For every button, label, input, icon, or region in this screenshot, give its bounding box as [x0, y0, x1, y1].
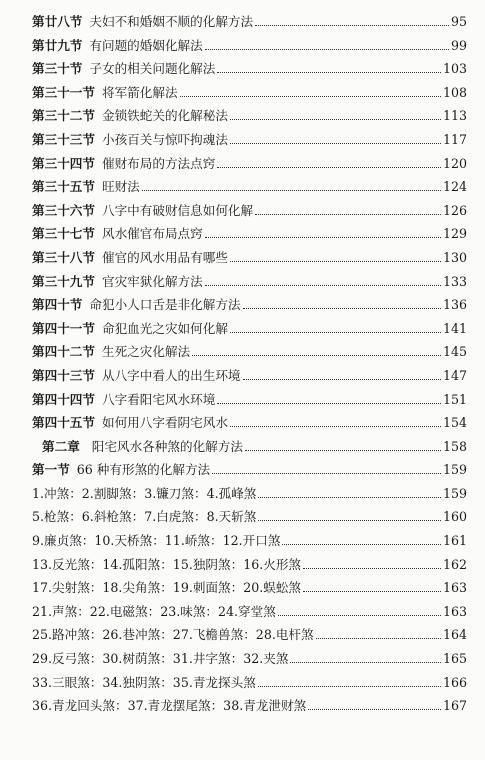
dot-leader: [255, 214, 441, 215]
toc-section-entry: [32, 128, 467, 152]
item-list: 1.冲煞：2.割脚煞：3.镰刀煞：4.孤峰煞: [32, 485, 257, 501]
section-number: 第一节: [32, 462, 70, 478]
section-number: 第三十七节: [32, 226, 95, 242]
dot-leader: [180, 96, 441, 97]
toc-section-entry: [32, 340, 467, 364]
page-number: 162: [442, 556, 467, 572]
section-number: 第三十九节: [32, 273, 95, 289]
page-number: 113: [442, 108, 467, 124]
page-number: 95: [450, 14, 467, 29]
dot-leader: [303, 591, 441, 592]
toc-chapter-entry: [32, 435, 467, 459]
toc-entry-label: [32, 600, 276, 624]
toc-entry-label: [32, 647, 288, 671]
page-number: 133: [442, 273, 467, 289]
section-number: 第廿九节: [32, 37, 83, 53]
toc-entry-label: [32, 364, 241, 388]
toc-entry-label: [32, 671, 256, 695]
page-number: 120: [442, 155, 467, 171]
toc-entry-label: [32, 317, 228, 341]
toc-item-entry: [32, 505, 467, 529]
section-number: 第三十四节: [32, 155, 95, 171]
section-number: 第四十五节: [32, 415, 95, 431]
section-title: 八字看阳宅风水环境: [101, 391, 216, 407]
dot-leader: [243, 379, 441, 380]
toc-section-entry: [32, 270, 467, 294]
toc-section-entry: [32, 57, 467, 81]
page-number: 126: [442, 202, 467, 218]
page-number: 136: [442, 297, 467, 313]
toc-entry-label: [32, 10, 253, 34]
section-number: 第四十四节: [32, 391, 95, 407]
dot-leader: [205, 49, 449, 50]
item-list: 21.声煞：22.电磁煞：23.味煞：24.穿堂煞: [32, 603, 276, 619]
item-list: 29.反弓煞：30.树荫煞：31.井字煞：32.夹煞: [32, 651, 289, 667]
dot-leader: [308, 709, 441, 710]
toc-entry-label: [32, 388, 215, 412]
section-title: 官灾牢狱化解方法: [101, 273, 203, 289]
dot-leader: [217, 72, 441, 73]
toc-entry-label: [32, 576, 301, 600]
section-number: 第三十二节: [32, 108, 95, 124]
dot-leader: [230, 143, 441, 144]
dot-leader: [205, 237, 441, 238]
section-number: 第三十节: [32, 61, 83, 77]
dot-leader: [212, 473, 441, 474]
section-title: 将军箭化解法: [101, 84, 178, 100]
dot-leader: [192, 355, 441, 356]
page-number: 108: [442, 84, 467, 100]
chapter-number: 第二章: [42, 438, 80, 454]
toc-item-entry: [32, 623, 467, 647]
section-title: 生死之灾化解法: [101, 344, 191, 360]
toc-entry-label: [32, 293, 241, 317]
dot-leader: [258, 497, 441, 498]
toc-item-entry: [32, 600, 467, 624]
section-title: 从八字中看人的出生环境: [101, 367, 241, 383]
toc-section-entry: [32, 364, 467, 388]
page-number: 161: [442, 533, 467, 549]
page-number: 124: [442, 179, 467, 195]
section-title: 命犯小人口舌是非化解方法: [89, 297, 241, 313]
section-title: 夫妇不和婚姻不顺的化解方法: [89, 14, 254, 29]
page-number: 164: [442, 627, 467, 643]
toc-item-entry: [32, 576, 467, 600]
toc-section-entry: [32, 175, 467, 199]
toc-section-entry: [32, 458, 467, 482]
section-title: 小孩百关与惊吓拘魂法: [101, 131, 228, 147]
toc-entry-label: [32, 694, 306, 718]
dot-leader: [258, 686, 441, 687]
toc-item-entry: [32, 553, 467, 577]
page-number: 103: [442, 61, 467, 77]
dot-leader: [142, 190, 441, 191]
section-number: 第三十五节: [32, 179, 95, 195]
page-number: 145: [442, 344, 467, 360]
page-number: 141: [442, 320, 467, 336]
section-number: 第三十六节: [32, 202, 95, 218]
toc-entry-label: [32, 57, 215, 81]
toc-section-entry: [32, 222, 467, 246]
toc-section-entry: [32, 81, 467, 105]
section-number: 第四十三节: [32, 367, 95, 383]
toc-section-entry: [32, 411, 467, 435]
section-number: 第三十一节: [32, 84, 95, 100]
page-number: 163: [442, 603, 467, 619]
page-number: 130: [442, 249, 467, 265]
toc-entry-label: [32, 222, 203, 246]
chapter-title: 阳宅风水各种煞的化解方法: [91, 438, 243, 454]
section-title: 子女的相关问题化解法: [89, 61, 216, 77]
section-number: 第四十节: [32, 297, 83, 313]
toc-item-entry: [32, 482, 467, 506]
toc-entry-label: [32, 104, 228, 128]
toc-entry-label: [32, 199, 253, 223]
dot-leader: [217, 403, 441, 404]
toc-entry-label: [32, 411, 228, 435]
toc-entry-label: [32, 529, 280, 553]
page-number: 129: [442, 226, 467, 242]
section-number: 第四十一节: [32, 320, 95, 336]
toc-section-entry: [32, 10, 467, 34]
toc-entry-label: [32, 482, 256, 506]
toc-entry-label: [32, 340, 190, 364]
item-list: 5.枪煞：6.斜枪煞：7.白虎煞：8.天斩煞: [32, 509, 257, 525]
toc-entry-label: [32, 553, 301, 577]
dot-leader: [230, 261, 441, 262]
item-list: 17.尖射煞：18.尖角煞：19.刺面煞：20.蜈蚣煞: [32, 580, 302, 596]
dot-leader: [245, 450, 441, 451]
section-title: 命犯血光之灾如何化解: [101, 320, 228, 336]
section-title: 有问题的婚姻化解法: [89, 37, 203, 53]
toc-entry-label: [32, 505, 256, 529]
section-title: 催官的风水用品有哪些: [101, 249, 228, 265]
toc-entry-label: [32, 246, 228, 270]
toc-section-entry: [32, 317, 467, 341]
page-number: 117: [442, 131, 467, 147]
page-number: 167: [442, 698, 467, 714]
item-list: 25.路冲煞：26.巷冲煞：27.飞檐兽煞：28.电杆煞: [32, 627, 314, 643]
toc-section-entry: [32, 293, 467, 317]
page-number: 160: [442, 509, 467, 525]
section-title: 如何用八字看阴宅风水: [101, 415, 228, 431]
dot-leader: [230, 119, 441, 120]
dot-leader: [258, 520, 441, 521]
toc-section-entry: [32, 199, 467, 223]
page-number: 151: [442, 391, 467, 407]
page-number: 99: [450, 37, 467, 53]
section-number: 第三十三节: [32, 131, 95, 147]
page-number: 147: [442, 367, 467, 383]
dot-leader: [282, 544, 441, 545]
dot-leader: [278, 615, 441, 616]
toc-entry-label: [32, 81, 178, 105]
section-title: 金锁铁蛇关的化解秘法: [101, 108, 228, 124]
page-number: 166: [442, 674, 467, 690]
toc-entry-label: [42, 435, 243, 459]
toc-entry-label: [32, 623, 314, 647]
toc-entry-label: [32, 34, 203, 58]
dot-leader: [230, 332, 441, 333]
page-number: 158: [442, 438, 467, 454]
toc-entry-label: [32, 175, 140, 199]
toc-entry-label: [32, 152, 215, 176]
toc-item-entry: [32, 671, 467, 695]
dot-leader: [205, 285, 441, 286]
section-number: 第廿八节: [32, 14, 83, 29]
section-number: 第四十二节: [32, 344, 95, 360]
page-number: 154: [442, 415, 467, 431]
dot-leader: [217, 167, 441, 168]
toc-item-entry: [32, 647, 467, 671]
dot-leader: [290, 662, 441, 663]
toc-section-entry: [32, 388, 467, 412]
dot-leader: [255, 25, 449, 26]
section-title: 旺财法: [101, 179, 140, 195]
toc-entry-label: [32, 458, 210, 482]
dot-leader: [230, 426, 441, 427]
toc-section-entry: [32, 34, 467, 58]
toc-item-entry: [32, 694, 467, 718]
toc-section-entry: [32, 246, 467, 270]
toc-entry-label: [32, 270, 203, 294]
page-number: 163: [442, 580, 467, 596]
dot-leader: [316, 638, 441, 639]
section-title: 八字中有破财信息如何化解: [101, 202, 254, 218]
section-title: 催财布局的方法点窍: [101, 155, 216, 171]
page-number: 159: [442, 485, 467, 501]
section-title: 风水催官布局点窍: [101, 226, 203, 242]
dot-leader: [303, 568, 441, 569]
toc-entry-label: [32, 128, 228, 152]
item-list: 13.反光煞：14.孤阳煞：15.独阴煞：16.火形煞: [32, 556, 302, 572]
toc-item-entry: [32, 529, 467, 553]
page-number: 165: [442, 651, 467, 667]
item-list: 33.三眼煞：34.独阴煞：35.青龙探头煞: [32, 674, 256, 690]
dot-leader: [243, 308, 441, 309]
item-list: 9.廉贞煞：10.天桥煞：11.峤煞：12.开口煞: [32, 533, 281, 549]
section-number: 第三十八节: [32, 249, 95, 265]
toc-section-entry: [32, 104, 467, 128]
toc-section-entry: [32, 152, 467, 176]
page-number: 159: [442, 462, 467, 478]
table-of-contents: [32, 10, 467, 718]
section-title: 66 种有形煞的化解方法: [76, 462, 211, 478]
item-list: 36.青龙回头煞：37.青龙摆尾煞：38.青龙泄财煞: [32, 698, 307, 714]
